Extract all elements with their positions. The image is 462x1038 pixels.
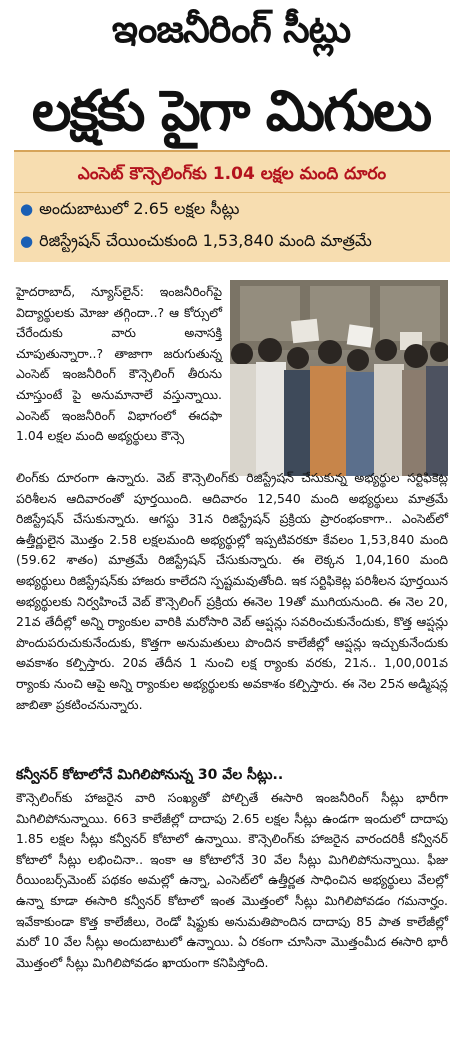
summary-subtitle: ఎంసెట్ కౌన్సెలింగ్‌కు 1.04 లక్షల మంది దూరం	[14, 156, 450, 193]
headline-line-1: ఇంజనీరింగ్ సీట్లు	[111, 7, 351, 51]
article-text-main: లింగ్‌కు దూరంగా ఉన్నారు. వెబ్ కౌన్సెలింగ్‌కు రిజిస్ట్రేషన్ చేసుకున్న అభ్యర్థుల సర్టిఫికెట్ల పరిశీలన ఆదివారంతో పూర్తయింది. ఆదివారం 12,540 మంది అభ్యర్థులు మాత్రమే రిజిస్ట్రేషన్ చేసుకున్నారు. ఆగస్టు 31న రిజిస్ట్రేషన్ ప్రక్రియ ప్రారంభంకాగా.. ఎంసెట్‌లో ఉత్తీర్ణులైన మొత్తం 2.58 లక్షలమంది అభ్యర్థుల్లో ఇప్పటివరకూ కేవలం 1,53,840 మంది (59.62 శాతం) మాత్రమే రిజిస్ట్రేషన్ చేసుకున్నారు. ఈ లెక్కన 1,04,160 మంది అభ్యర్థులు రిజిస్ట్రేషన్‌కు హాజరు కాలేదని స్పష్టమవుతోంది. ఇక సర్టిఫికెట్ల పరిశీలన పూర్తయిన అభ్యర్థులకు నిర్వహించే వెబ్ కౌన్సెలింగ్ ప్రక్రియ ఈనెల 19తో ముగియనుంది. ఈ నెల 20, 21వ తేదీల్లో అన్ని ర్యాంకుల వారికి మరోసారి వెబ్ ఆప్షన్లు సవరించుకునేందుకు, కొత్త ఆప్షన్లు పొందుపరుచుకునేందుకు, కొత్తగా అనుమతులు పొందిన కాలేజీల్లో ఆప్షన్లు ఇచ్చుకునేందుకు అవకాశం కల్పిస్తారు. 20వ తేదీన 1 నుంచి లక్ష ర్యాంకు వరకు, 21న.. 1,00,001వ ర్యాంకు నుంచి ఆపై అన్ని ర్యాంకుల అభ్యర్థులకు అవకాశం కల్పిస్తారు. ఈ నెల 25న అడ్మిషన్ల జాబితా ప్రకటించనున్నారు.	[16, 470, 448, 712]
summary-bullet-1	[20, 194, 239, 224]
article-text-narrow: హైదరాబాద్, న్యూస్‌లైన్: ఇంజనీరింగ్‌పై విద్యార్థులకు మోజు తగ్గిందా..? ఆ కోర్సులో చేరేందుకు వారు అనాసక్తి చూపుతున్నారా..? తాజాగా జరుగుతున్న ఎంసెట్ ఇంజనీరింగ్ కౌన్సెలింగ్ తీరును చూస్తుంటే పై అనుమానాలే వస్తున్నాయి. ఎంసెట్ ఇంజనీరింగ్ విభాగంలో ఈదఫా 1.04 లక్షల మంది అభ్యర్థులు కౌన్సె	[16, 284, 222, 444]
article-subheading: కన్వీనర్ కోటాలోనే మిగిలిపోనున్న 30 వేల సీట్లు..	[16, 767, 284, 783]
summary-bullet-2	[20, 226, 372, 256]
headline-line-2: లక్షకు పైగా మిగులు	[31, 79, 431, 144]
news-photo	[230, 280, 448, 476]
bullet-dot-icon: ●	[20, 200, 34, 218]
summary-bullet-1-text: అందుబాటులో 2.65 లక్షల సీట్లు	[39, 199, 240, 218]
summary-box	[14, 150, 450, 262]
article-text-continued: కౌన్సెలింగ్‌కు హాజరైన వారి సంఖ్యతో పోల్చితే ఈసారి ఇంజనీరింగ్ సీట్లు భారీగా మిగిలిపోనున్నాయి. 663 కాలేజీల్లో దాదాపు 2.65 లక్షల సీట్లు ఉండగా ఇందులో దాదాపు 1.85 లక్షల సీట్లు కన్వీనర్ కోటాలో ఉన్నాయి. కౌన్సెలింగ్‌కు హాజరైన వారందరికీ కన్వీనర్ కోటాలో సీట్లు లభించినా.. ఇంకా ఆ కోటాలోనే 30 వేల సీట్లు మిగిలిపోనున్నాయి. ఫీజు రీయింబర్స్‌మెంట్ పథకం అమల్లో ఉన్నా, ఎంసెట్‌లో ఉత్తీర్ణత సాధించిన అభ్యర్థులు వేలల్లో ఉన్నా కూడా ఈసారి కన్వీనర్ కోటాలో ఇంత మొత్తంలో సీట్లు మిగిలిపోవడం గమనార్హం. ఇవేకాకుండా కొత్త కాలేజీలు, రెండో షిఫ్టుకు అనుమతిపొందిన దాదాపు 85 పాత కాలేజీల్లో మరో 10 వేల సీట్లు అందుబాటులో ఉన్నాయి. ఏ రకంగా చూసినా మొత్తంమీద ఈసారి భారీ మొత్తంలో సీట్లు మిగిలిపోవడం ఖాయంగా కనిపిస్తోంది.	[16, 790, 448, 970]
bullet-dot-icon: ●	[20, 232, 34, 250]
summary-bullet-2-text: రిజిస్ట్రేషన్ చేయించుకుంది 1,53,840 మంది మాత్రమే	[39, 231, 372, 250]
students-photo-illustration	[230, 280, 448, 476]
